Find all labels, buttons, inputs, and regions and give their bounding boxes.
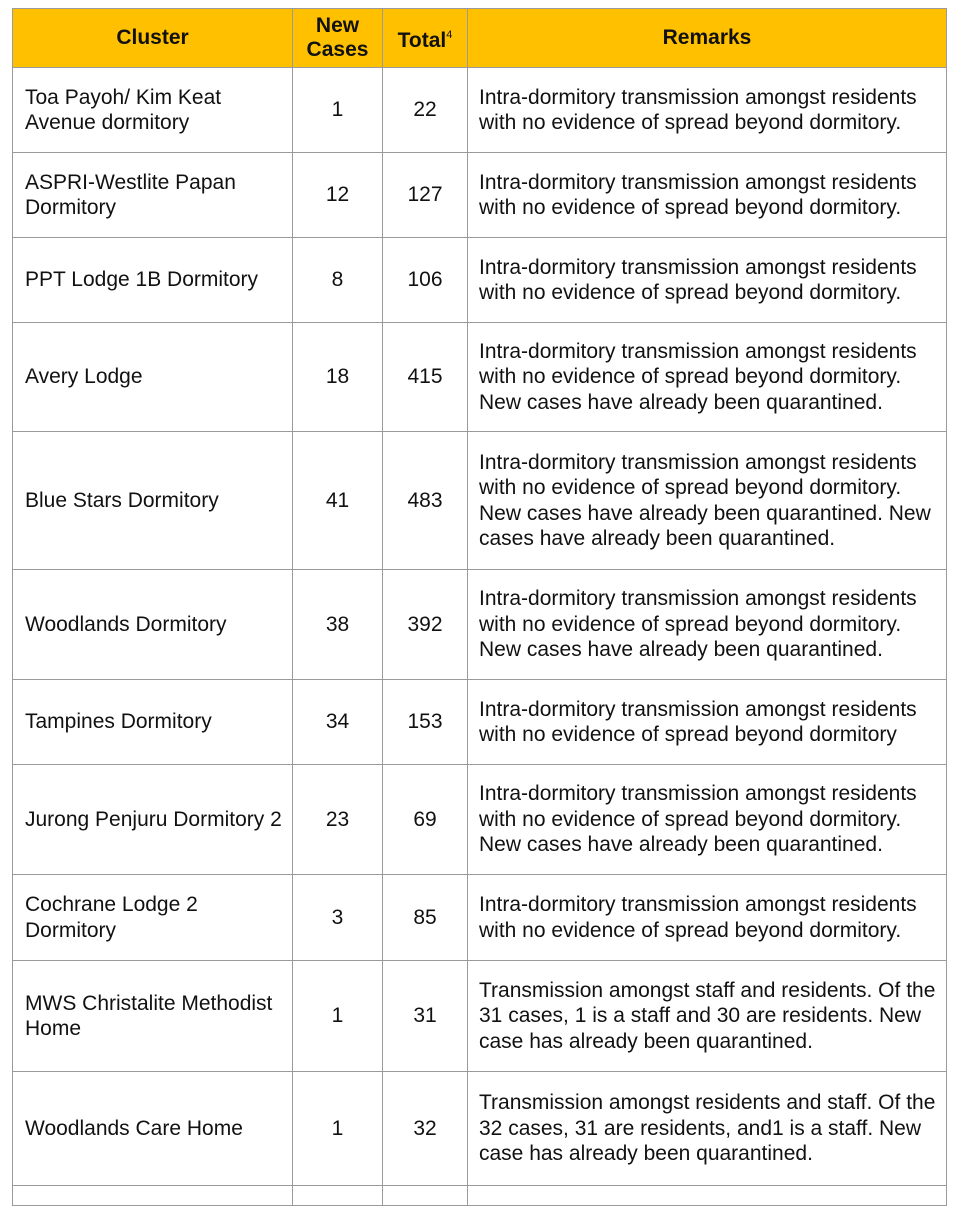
header-new-cases-label: New Cases	[306, 14, 369, 61]
total-cell: 31	[383, 961, 468, 1072]
new-cases-cell: 23	[293, 765, 383, 875]
new-cases-cell: 3	[293, 875, 383, 961]
cluster-cell: ASPRI-Westlite Papan Dormitory	[13, 153, 293, 238]
total-cell: 392	[383, 570, 468, 680]
cluster-cell: Woodlands Care Home	[13, 1072, 293, 1186]
cluster-cell: Jurong Penjuru Dormitory 2	[13, 765, 293, 875]
table-row-cut-off	[13, 1186, 947, 1206]
empty-cell	[293, 1186, 383, 1206]
total-cell: 415	[383, 323, 468, 432]
table-row	[13, 961, 947, 1072]
table-row	[13, 680, 947, 765]
remarks-cell: Intra-dormitory transmission amongst residents with no evidence of spread beyond dormitory. New cases have already been quarantined.	[468, 570, 947, 680]
table-row	[13, 153, 947, 238]
table-row	[13, 68, 947, 153]
header-row	[13, 9, 947, 68]
remarks-cell: Intra-dormitory transmission amongst residents with no evidence of spread beyond dormitory. New cases have already been quarantined.	[468, 765, 947, 875]
cluster-cell: MWS Christalite Methodist Home	[13, 961, 293, 1072]
header-total	[383, 9, 468, 68]
remarks-cell: Intra-dormitory transmission amongst residents with no evidence of spread beyond dormitory.	[468, 875, 947, 961]
header-cluster: Cluster	[13, 9, 293, 68]
table-row	[13, 432, 947, 570]
total-cell: 32	[383, 1072, 468, 1186]
cluster-cell: Avery Lodge	[13, 323, 293, 432]
table-row	[13, 1072, 947, 1186]
cluster-cell: PPT Lodge 1B Dormitory	[13, 238, 293, 323]
table-row	[13, 875, 947, 961]
cluster-cell: Woodlands Dormitory	[13, 570, 293, 680]
cluster-cell: Tampines Dormitory	[13, 680, 293, 765]
remarks-cell: Transmission amongst staff and residents. Of the 31 cases, 1 is a staff and 30 are residents. New case has already been quarantined.	[468, 961, 947, 1072]
table-row	[13, 238, 947, 323]
new-cases-cell: 1	[293, 68, 383, 153]
total-cell: 483	[383, 432, 468, 570]
remarks-cell: Intra-dormitory transmission amongst residents with no evidence of spread beyond dormitory.	[468, 153, 947, 238]
cluster-cell: Toa Payoh/ Kim Keat Avenue dormitory	[13, 68, 293, 153]
cluster-cell: Blue Stars Dormitory	[13, 432, 293, 570]
remarks-cell: Intra-dormitory transmission amongst residents with no evidence of spread beyond dormitory. New cases have already been quarantined. New cases have already been quarantined.	[468, 432, 947, 570]
remarks-cell: Transmission amongst residents and staff. Of the 32 cases, 31 are residents, and1 is a staff. New case has already been quarantined.	[468, 1072, 947, 1186]
new-cases-cell: 34	[293, 680, 383, 765]
new-cases-cell: 18	[293, 323, 383, 432]
total-cell: 85	[383, 875, 468, 961]
total-cell: 127	[383, 153, 468, 238]
empty-cell	[468, 1186, 947, 1206]
table-row	[13, 765, 947, 875]
cluster-cell: Cochrane Lodge 2 Dormitory	[13, 875, 293, 961]
header-remarks: Remarks	[468, 9, 947, 68]
total-cell: 106	[383, 238, 468, 323]
header-new-cases	[293, 9, 383, 68]
header-total-label: Total	[397, 29, 447, 52]
total-cell: 69	[383, 765, 468, 875]
new-cases-cell: 12	[293, 153, 383, 238]
new-cases-cell: 38	[293, 570, 383, 680]
new-cases-cell: 41	[293, 432, 383, 570]
clusters-table	[12, 8, 947, 1206]
remarks-cell: Intra-dormitory transmission amongst residents with no evidence of spread beyond dormitory	[468, 680, 947, 765]
new-cases-cell: 1	[293, 1072, 383, 1186]
footnote-marker: 4	[446, 29, 453, 41]
remarks-cell: Intra-dormitory transmission amongst residents with no evidence of spread beyond dormitory. New cases have already been quarantined.	[468, 323, 947, 432]
total-cell: 22	[383, 68, 468, 153]
remarks-cell: Intra-dormitory transmission amongst residents with no evidence of spread beyond dormitory.	[468, 238, 947, 323]
total-cell: 153	[383, 680, 468, 765]
new-cases-cell: 8	[293, 238, 383, 323]
new-cases-cell: 1	[293, 961, 383, 1072]
empty-cell	[13, 1186, 293, 1206]
remarks-cell: Intra-dormitory transmission amongst residents with no evidence of spread beyond dormitory.	[468, 68, 947, 153]
table-row	[13, 570, 947, 680]
table-row	[13, 323, 947, 432]
empty-cell	[383, 1186, 468, 1206]
